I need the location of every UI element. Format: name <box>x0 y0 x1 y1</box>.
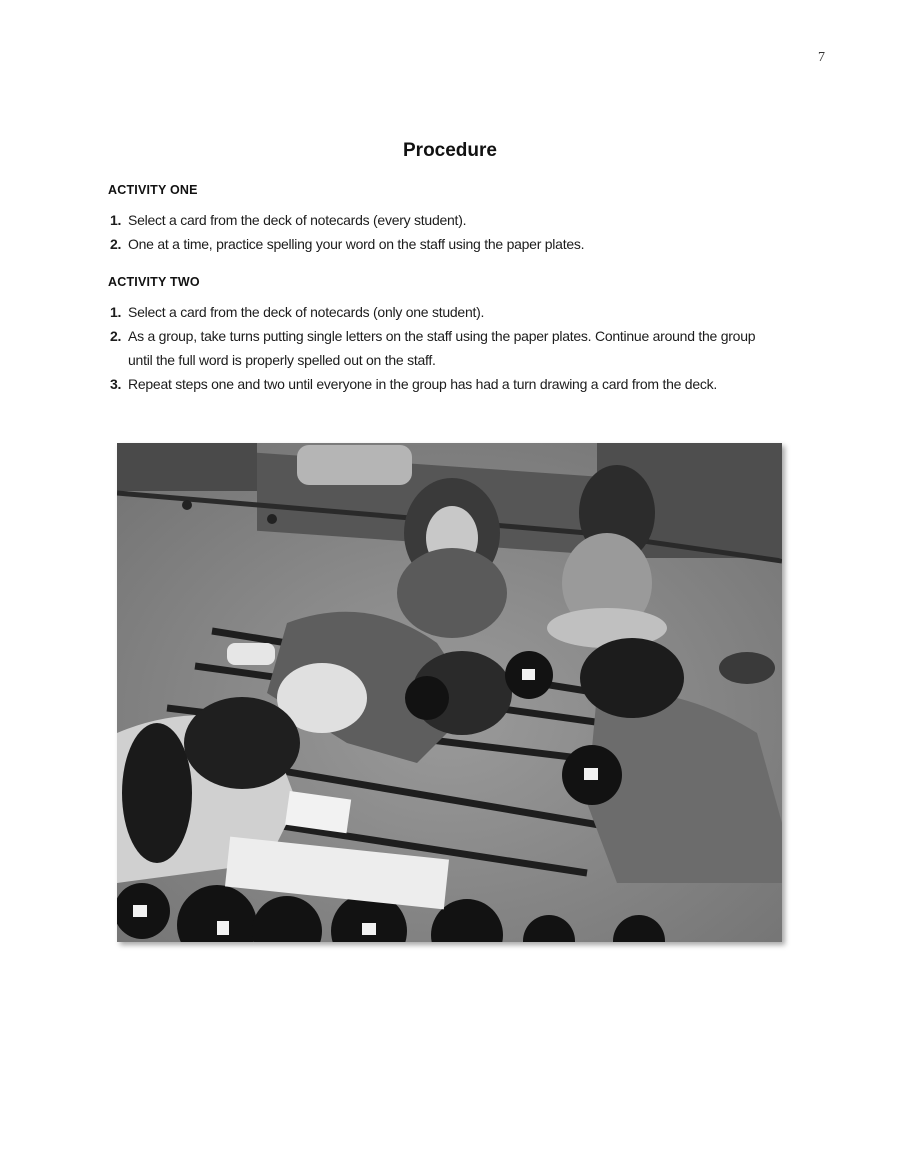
step-number: 1. <box>110 212 122 228</box>
list-item <box>110 300 780 324</box>
step-number: 2. <box>110 328 122 344</box>
step-text: One at a time, practice spelling your word on the staff using the paper plates. <box>128 236 585 252</box>
paper-plate <box>405 676 449 720</box>
step-text: Select a card from the deck of notecards (every student). <box>128 212 467 228</box>
step-number: 3. <box>110 376 122 392</box>
bench-wheel <box>182 500 192 510</box>
bench-wheel <box>267 514 277 524</box>
shoe <box>227 643 275 665</box>
list-item <box>110 208 584 232</box>
classroom-photo-illustration <box>117 443 782 942</box>
activity-two-heading: ACTIVITY TWO <box>108 275 200 289</box>
activity-one-heading: ACTIVITY ONE <box>108 183 198 197</box>
child-head <box>184 697 300 789</box>
list-item <box>110 372 780 396</box>
list-item <box>110 324 780 372</box>
page-number: 7 <box>818 50 825 65</box>
child-head <box>580 638 684 718</box>
child-hair <box>122 723 192 863</box>
step-text: Repeat steps one and two until everyone in the group has had a turn drawing a card from the deck. <box>128 376 718 392</box>
activity-two-steps <box>110 300 780 396</box>
step-text: As a group, take turns putting single letters on the staff using the paper plates. Continue around the group until the full word is properly spelled out on the staff. <box>128 328 756 368</box>
step-number: 2. <box>110 236 122 252</box>
backpack <box>297 445 412 485</box>
classroom-photo <box>117 443 782 942</box>
child-figure <box>397 548 507 638</box>
bench <box>117 443 257 491</box>
shoe <box>719 652 775 684</box>
list-item <box>110 232 584 256</box>
step-text: Select a card from the deck of notecards (only one student). <box>128 304 485 320</box>
activity-one-steps <box>110 208 584 256</box>
page-title: Procedure <box>403 140 497 161</box>
step-number: 1. <box>110 304 122 320</box>
